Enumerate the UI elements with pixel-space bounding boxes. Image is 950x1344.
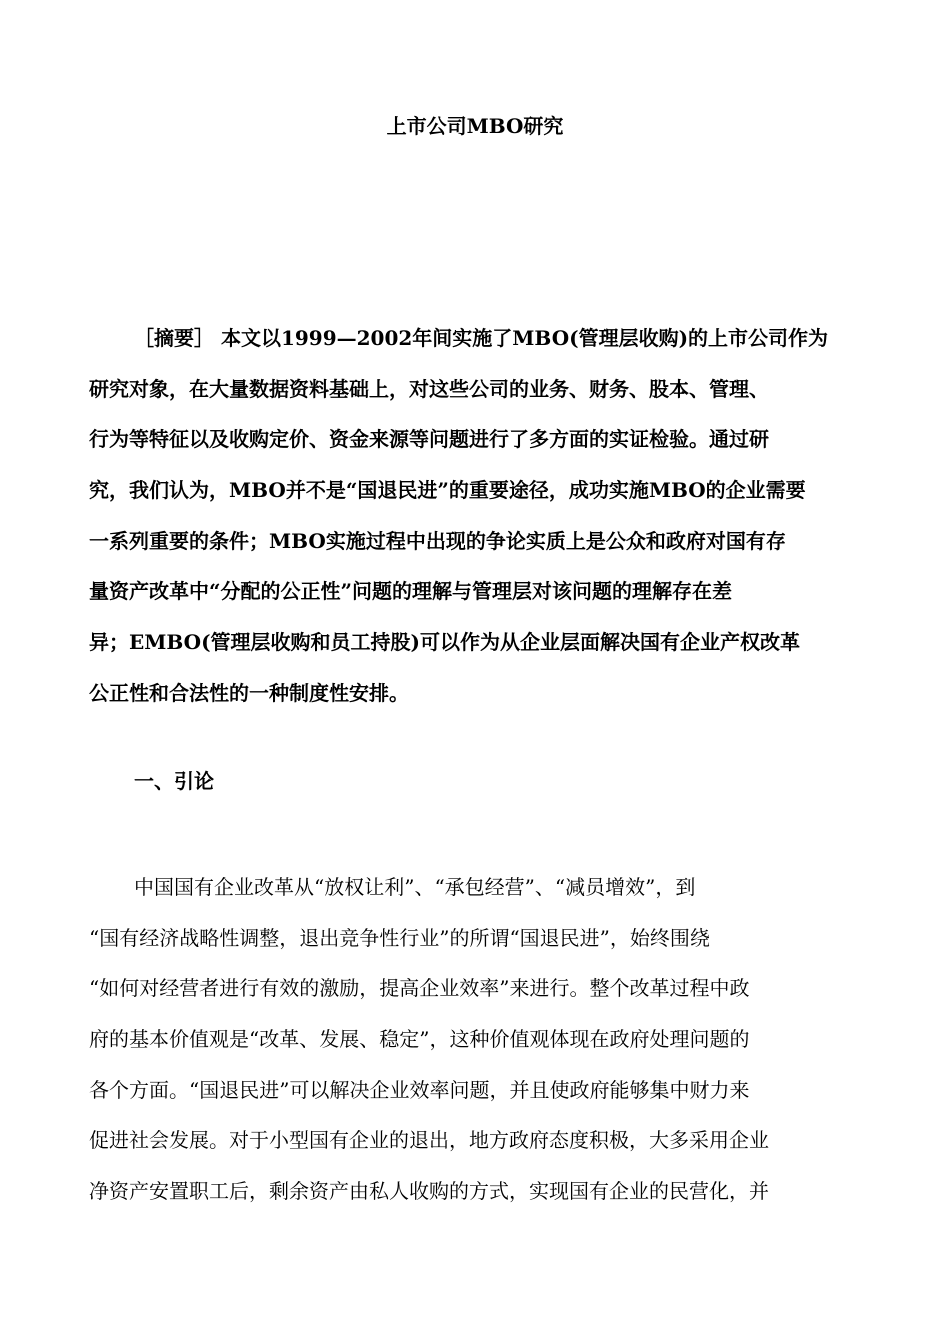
body-line: 各个方面。“国退民进”可以解决企业效率问题，并且使政府能够集中财力来	[89, 1077, 750, 1102]
body-line: 净资产安置职工后，剩余资产由私人收购的方式，实现国有企业的民营化，并	[89, 1179, 769, 1204]
body-line: 促进社会发展。对于小型国有企业的退出，地方政府态度积极，大多采用企业	[89, 1128, 769, 1153]
abstract-line: 公正性和合法性的一种制度性安排。	[89, 680, 409, 705]
body-line: 中国国有企业改革从“放权让利”、“承包经营”、“减员增效”，到	[134, 875, 696, 899]
abstract-line: 行为等特征以及收购定价、资金来源等问题进行了多方面的实证检验。通过研	[89, 427, 769, 452]
abstract-line: 究，我们认为，MBO并不是“国退民进”的重要途径，成功实施MBO的企业需要	[89, 478, 806, 503]
abstract-line: 一系列重要的条件；MBO实施过程中出现的争论实质上是公众和政府对国有存	[89, 528, 786, 553]
body-paragraph	[89, 862, 864, 1217]
body-line: “国有经济战略性调整，退出竞争性行业”的所谓“国退民进”，始终围绕	[89, 925, 710, 950]
body-line: “如何对经营者进行有效的激励，提高企业效率”来进行。整个改革过程中政	[89, 976, 750, 1001]
document-title: 上市公司MBO研究	[386, 114, 564, 138]
abstract-line: 异；EMBO(管理层收购和员工持股)可以作为从企业层面解决国有企业产权改革	[89, 630, 801, 655]
abstract-line: 量资产改革中“分配的公正性”问题的理解与管理层对该问题的理解存在差	[89, 579, 733, 604]
abstract-line: ［摘要］ 本文以1999—2002年间实施了MBO(管理层收购)的上市公司作为	[134, 326, 829, 350]
section-heading: 一、引论	[134, 769, 214, 793]
abstract-line: 研究对象，在大量数据资料基础上，对这些公司的业务、财务、股本、管理、	[89, 376, 769, 401]
body-line: 府的基本价值观是“改革、发展、稳定”，这种价值观体现在政府处理问题的	[89, 1027, 750, 1052]
abstract-paragraph	[89, 313, 864, 719]
